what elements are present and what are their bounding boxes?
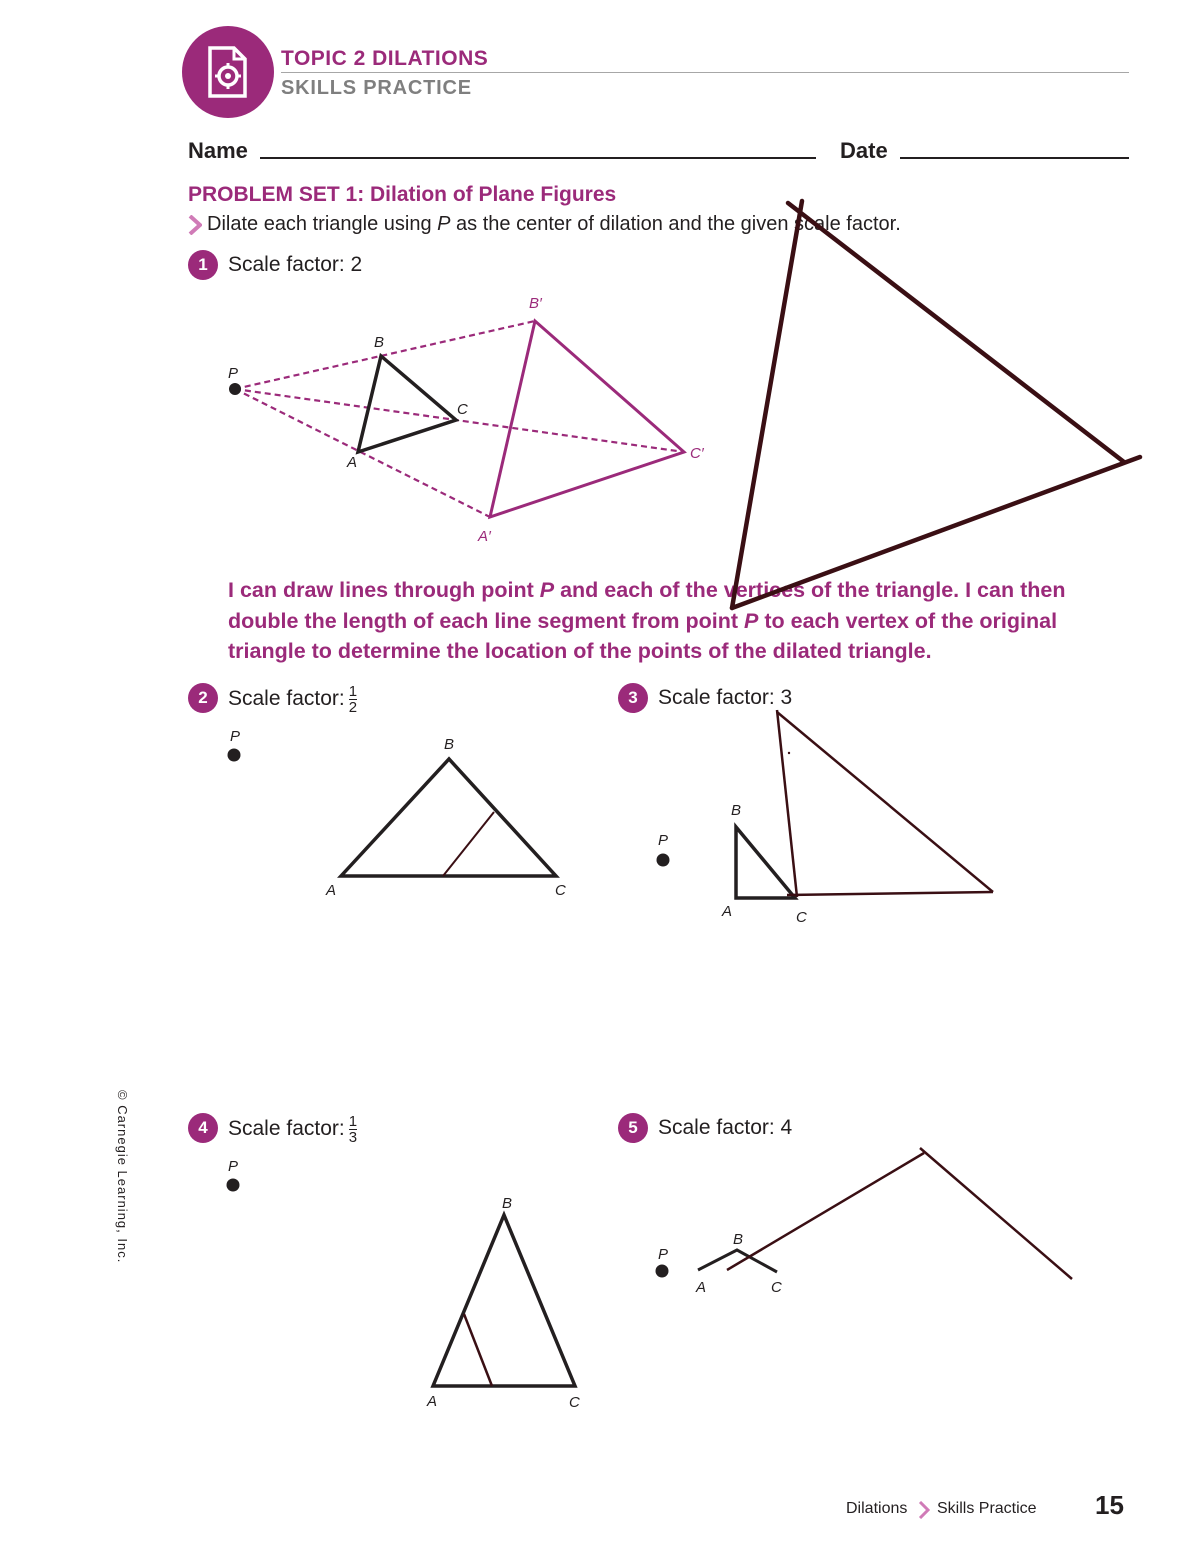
footer-subsection: Skills Practice bbox=[937, 1500, 1037, 1517]
center-point bbox=[657, 854, 670, 867]
problem-5-figure bbox=[656, 1148, 1073, 1296]
label-b: B bbox=[374, 334, 385, 351]
instructions: Dilate each triangle using P as the center of dilation and the given scale factor. bbox=[207, 213, 901, 235]
problem-3-figure bbox=[657, 710, 994, 926]
copyright: © Carnegie Learning, Inc. bbox=[115, 1090, 130, 1264]
label-p: P bbox=[228, 365, 239, 382]
label-a: A bbox=[722, 903, 733, 920]
dilated-triangle bbox=[490, 321, 684, 517]
problem-number: 2 bbox=[188, 683, 218, 713]
label-c: C bbox=[771, 1279, 782, 1296]
footer-section: Dilations bbox=[846, 1500, 908, 1517]
chevron-right-icon bbox=[918, 1501, 930, 1524]
label-c: C bbox=[569, 1394, 580, 1411]
original-triangle bbox=[341, 759, 556, 876]
label-c: C bbox=[555, 882, 566, 899]
label-c: C bbox=[796, 909, 807, 926]
original-triangle bbox=[698, 1250, 777, 1272]
center-point bbox=[229, 383, 241, 395]
problem-1-figure bbox=[228, 295, 705, 545]
scale-factor-label: Scale factor: 4 bbox=[658, 1116, 793, 1139]
label-b: B bbox=[502, 1195, 513, 1212]
label-p: P bbox=[230, 728, 241, 745]
center-point bbox=[228, 749, 241, 762]
page-subtitle: SKILLS PRACTICE bbox=[281, 77, 472, 99]
label-c-prime: C′ bbox=[690, 445, 704, 462]
original-triangle bbox=[433, 1215, 575, 1386]
label-b: B bbox=[731, 802, 742, 819]
scale-factor-label: Scale factor: 2 bbox=[228, 253, 363, 276]
dashed-ray bbox=[235, 389, 490, 517]
label-a: A bbox=[696, 1279, 707, 1296]
original-triangle bbox=[736, 827, 795, 898]
label-b: B bbox=[444, 736, 455, 753]
label-a: A bbox=[326, 882, 337, 899]
problem-number: 5 bbox=[618, 1113, 648, 1143]
label-b: B bbox=[733, 1231, 744, 1248]
problem-set-title: PROBLEM SET 1: Dilation of Plane Figures bbox=[188, 183, 617, 206]
scale-factor-label: Scale factor: 3 bbox=[658, 686, 793, 709]
worked-answer: I can draw lines through point P and each of the vertices of the triangle. I can then double the length of each line segment from point P to each vertex of the original triangle to determine the location of the points of the dilated triangle. bbox=[228, 578, 1066, 663]
scale-factor-label: Scale factor: $\frac{1}{2}$ bbox=[228, 683, 358, 716]
problem-number: 3 bbox=[618, 683, 648, 713]
label-p: P bbox=[658, 832, 669, 849]
name-label: Name bbox=[188, 138, 248, 163]
label-a-prime: A′ bbox=[478, 528, 491, 545]
original-triangle bbox=[358, 356, 456, 452]
problem-number: 4 bbox=[188, 1113, 218, 1143]
date-label: Date bbox=[840, 138, 888, 163]
label-p: P bbox=[658, 1246, 669, 1263]
dilated-sketch bbox=[727, 1148, 1072, 1279]
label-b-prime: B′ bbox=[529, 295, 542, 312]
scale-factor-label: Scale factor: $\frac{1}{3}$ bbox=[228, 1113, 358, 1146]
problem-number: 1 bbox=[188, 250, 218, 280]
label-c: C bbox=[457, 401, 468, 418]
dashed-ray bbox=[235, 321, 535, 389]
label-a: A bbox=[427, 1393, 438, 1410]
problem-2-figure bbox=[228, 728, 567, 899]
dashed-ray bbox=[235, 389, 684, 452]
center-point bbox=[656, 1265, 669, 1278]
label-p: P bbox=[228, 1158, 239, 1175]
center-point bbox=[227, 1179, 240, 1192]
fraction: $\frac{1}{2}$ bbox=[348, 683, 358, 716]
label-a: A bbox=[347, 454, 358, 471]
handwritten-triangle bbox=[732, 201, 1140, 608]
dilated-sketch bbox=[464, 1314, 492, 1386]
page-number: 15 bbox=[1095, 1490, 1124, 1520]
problem-4-figure bbox=[227, 1158, 581, 1411]
fraction: $\frac{1}{3}$ bbox=[348, 1113, 358, 1146]
dilated-sketch bbox=[443, 812, 494, 876]
topic-title: TOPIC 2 DILATIONS bbox=[281, 47, 489, 70]
dilated-sketch bbox=[777, 710, 993, 897]
